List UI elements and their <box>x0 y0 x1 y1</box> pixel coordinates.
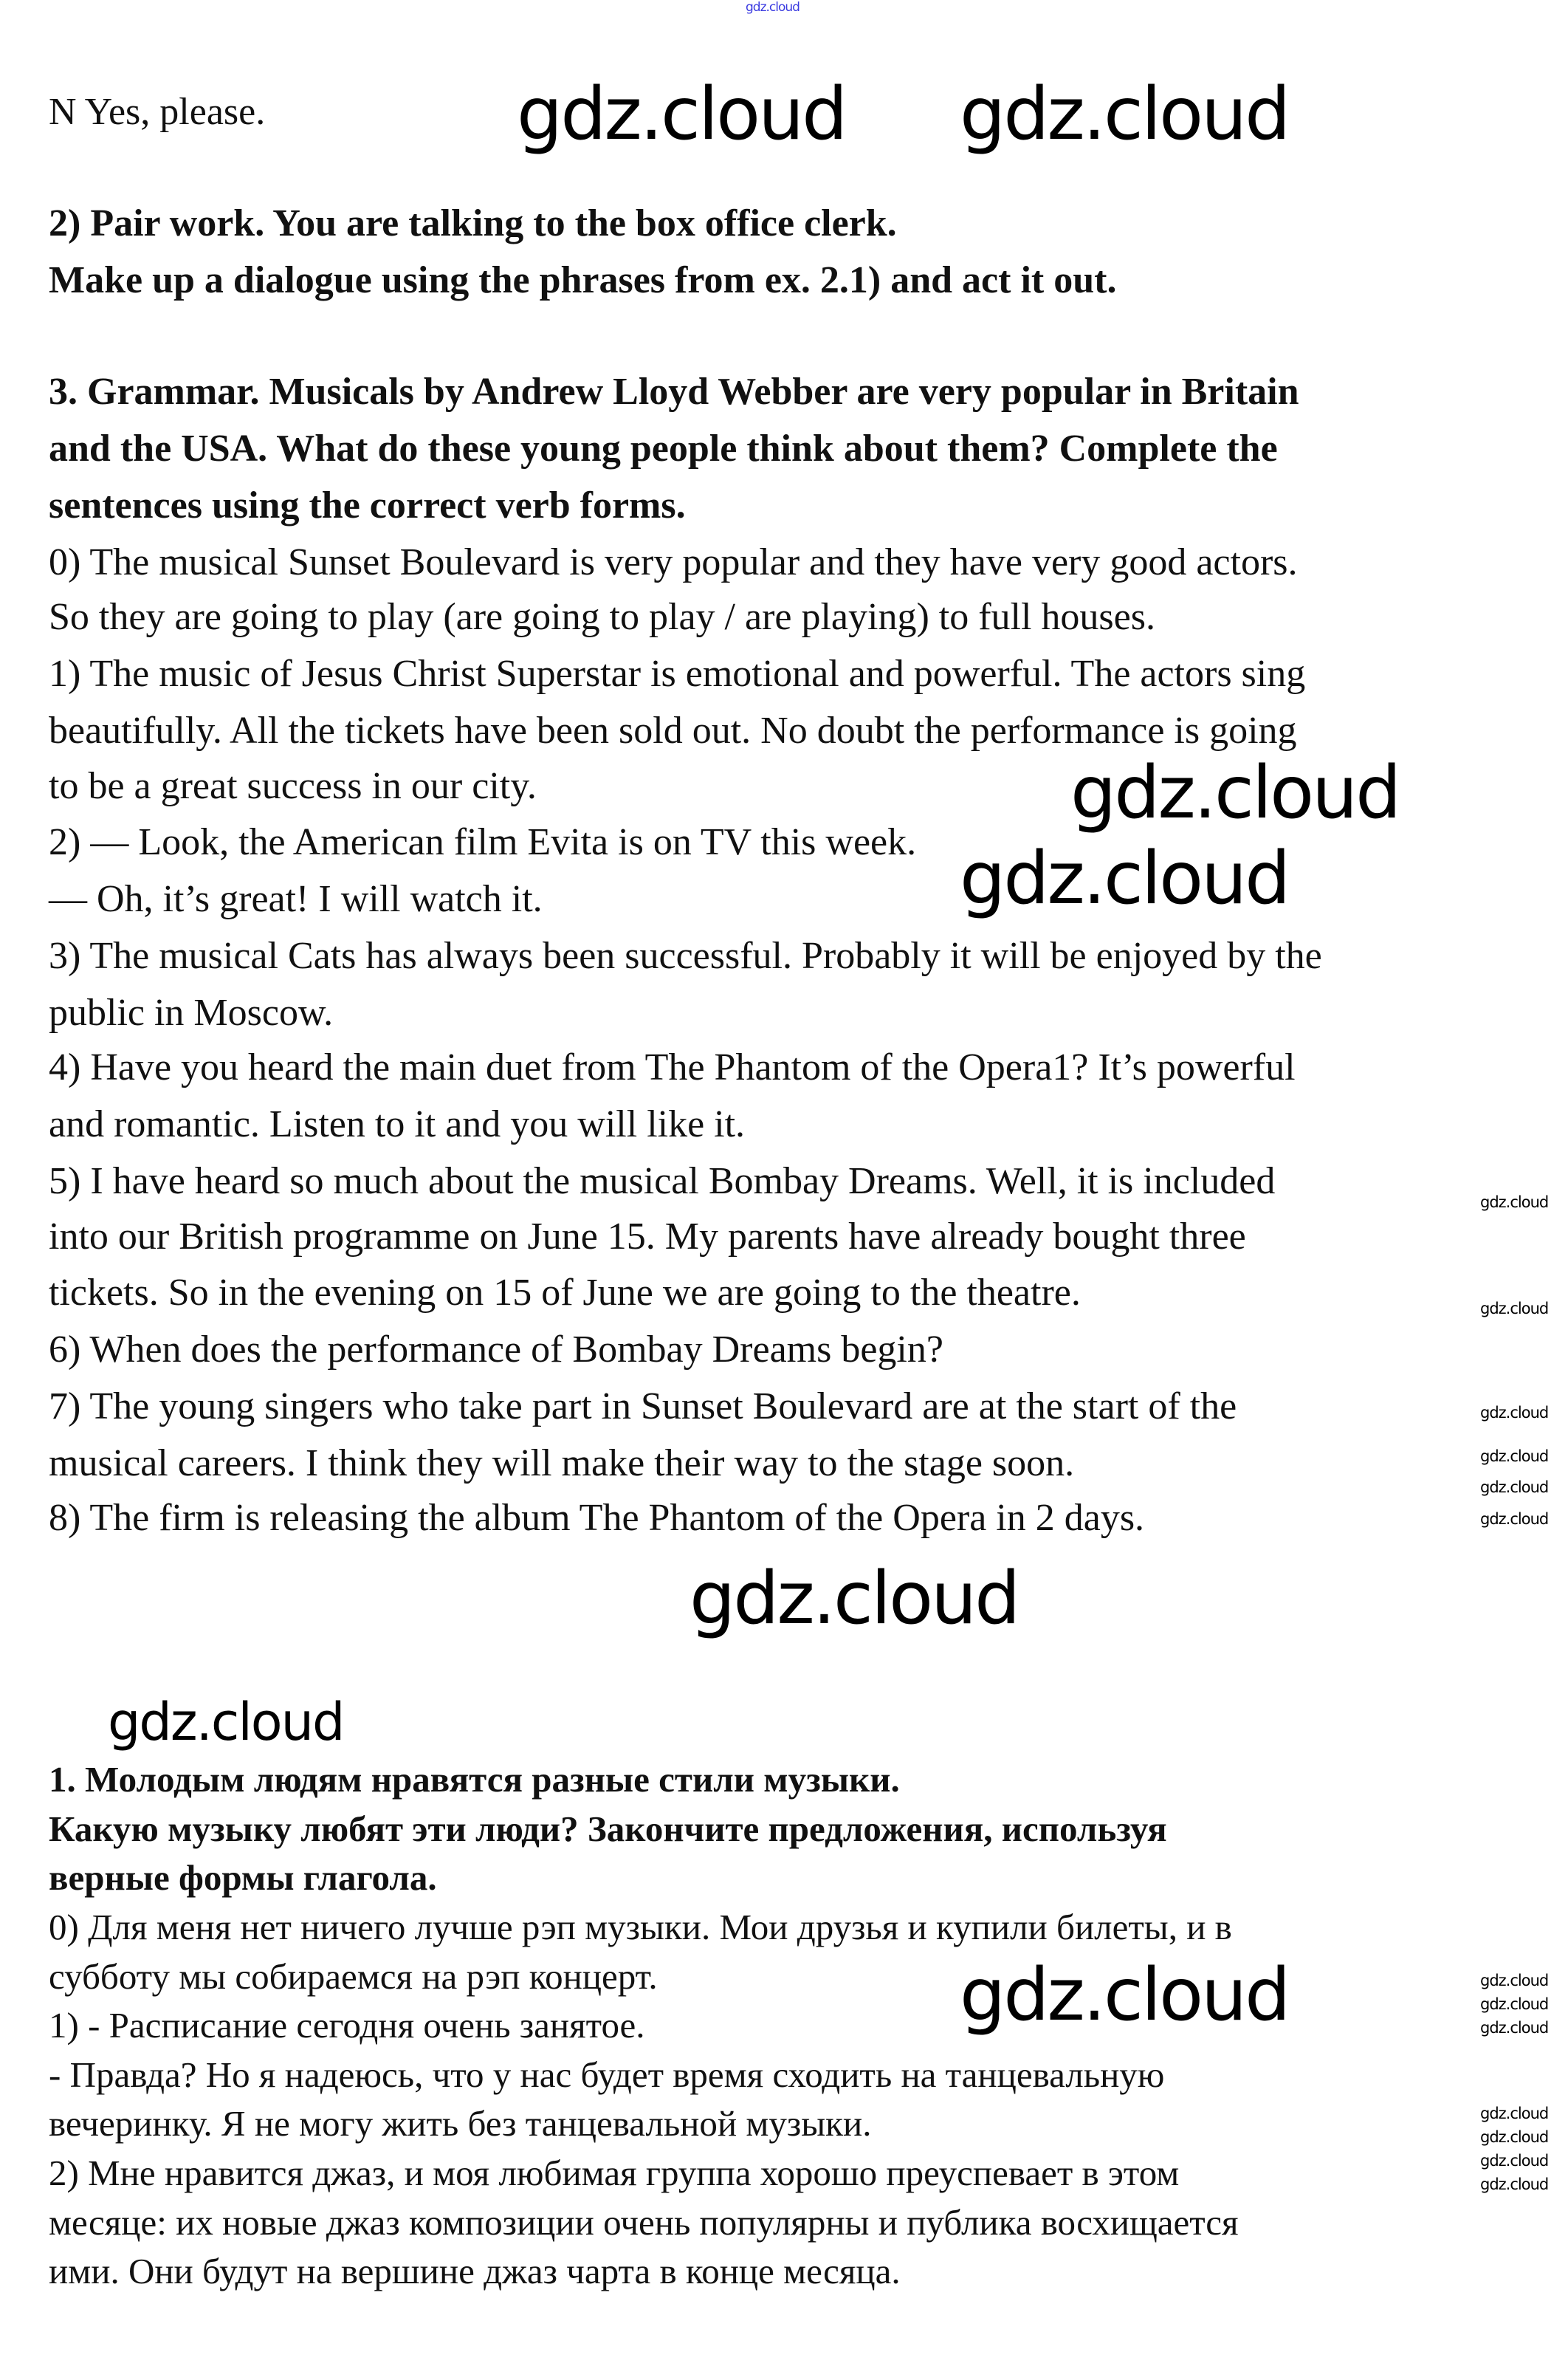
dialogue-line: N Yes, please. <box>49 91 266 133</box>
text-line: to be a great success in our city. <box>49 765 537 807</box>
text-line: 7) The young singers who take part in Sunset Boulevard are at the start of the <box>49 1385 1237 1427</box>
task3-heading: 3. Grammar. Musicals by Andrew Lloyd Webber are very popular in Britain <box>49 371 1299 413</box>
task3-heading: and the USA. What do these young people think about them? Complete the <box>49 428 1278 470</box>
watermark: gdz.cloud <box>960 837 1289 921</box>
russian-line: месяце: их новые джаз композиции очень популярны и публика восхищается <box>49 2202 1239 2243</box>
task3-heading: sentences using the correct verb forms. <box>49 484 686 527</box>
text-line: 3) The musical Cats has always been successful. Probably it will be enjoyed by the <box>49 935 1322 977</box>
text-line: musical careers. I think they will make their way to the stage soon. <box>49 1442 1075 1484</box>
russian-heading: верные формы глагола. <box>49 1857 437 1898</box>
text-line: So they are going to play (are going to play / are playing) to full houses. <box>49 596 1155 638</box>
russian-line: 1) - Расписание сегодня очень занятое. <box>49 2005 645 2046</box>
task2-heading: 2) Pair work. You are talking to the box office clerk. <box>49 202 897 244</box>
text-line: into our British programme on June 15. My parents have already bought three <box>49 1215 1246 1258</box>
watermark: gdz.cloud <box>108 1692 344 1752</box>
watermark-small: gdz.cloud <box>1480 1300 1549 1317</box>
watermark: gdz.cloud <box>960 1953 1289 2037</box>
text-line: 6) When does the performance of Bombay Dreams begin? <box>49 1328 943 1371</box>
russian-heading: Какую музыку любят эти люди? Закончите предложения, используя <box>49 1808 1167 1849</box>
watermark-small: gdz.cloud <box>1480 2152 1549 2170</box>
russian-line: 2) Мне нравится джаз, и моя любимая группа хорошо преуспевает в этом <box>49 2153 1180 2193</box>
text-line: 5) I have heard so much about the musical Bombay Dreams. Well, it is included <box>49 1160 1276 1202</box>
watermark-small: gdz.cloud <box>1480 1193 1549 1211</box>
watermark-small: gdz.cloud <box>1480 1478 1549 1496</box>
russian-heading: 1. Молодым людям нравятся разные стили музыки. <box>49 1759 900 1800</box>
russian-line: ими. Они будут на вершине джаз чарта в конце месяца. <box>49 2251 901 2291</box>
text-line: 0) The musical Sunset Boulevard is very popular and they have very good actors. <box>49 541 1298 583</box>
text-line: public in Moscow. <box>49 992 334 1034</box>
text-line: 2) — Look, the American film Evita is on TV this week. <box>49 821 917 863</box>
russian-line: субботу мы собираемся на рэп концерт. <box>49 1956 658 1997</box>
watermark: gdz.cloud <box>517 72 846 157</box>
text-line: 4) Have you heard the main duet from The Phantom of the Opera1? It’s powerful <box>49 1046 1296 1088</box>
text-line: — Oh, it’s great! I will watch it. <box>49 878 543 920</box>
text-line: beautifully. All the tickets have been sold out. No doubt the performance is going <box>49 710 1297 752</box>
russian-line: - Правда? Но я надеюсь, что у нас будет время сходить на танцевальную <box>49 2054 1165 2095</box>
text-line: 8) The firm is releasing the album The Phantom of the Opera in 2 days. <box>49 1497 1145 1539</box>
watermark: gdz.cloud <box>690 1557 1019 1641</box>
watermark-small: gdz.cloud <box>1480 2105 1549 2122</box>
watermark: gdz.cloud <box>1070 751 1400 835</box>
watermark-small: gdz.cloud <box>1480 2175 1549 2193</box>
text-line: tickets. So in the evening on 15 of June we are going to the theatre. <box>49 1272 1081 1314</box>
watermark-small: gdz.cloud <box>1480 2128 1549 2146</box>
task2-heading: Make up a dialogue using the phrases from ex. 2.1) and act it out. <box>49 259 1117 301</box>
watermark-small: gdz.cloud <box>1480 1995 1549 2013</box>
russian-line: 0) Для меня нет ничего лучше рэп музыки. Мои друзья и купили билеты, и в <box>49 1907 1232 1947</box>
text-line: and romantic. Listen to it and you will like it. <box>49 1103 746 1145</box>
watermark-small: gdz.cloud <box>1480 1447 1549 1465</box>
watermark-small: gdz.cloud <box>1480 2019 1549 2037</box>
watermark-small: gdz.cloud <box>1480 1972 1549 1989</box>
watermark-small: gdz.cloud <box>1480 1404 1549 1422</box>
text-line: 1) The music of Jesus Christ Superstar is emotional and powerful. The actors sing <box>49 653 1306 695</box>
russian-line: вечеринку. Я не могу жить без танцевальной музыки. <box>49 2103 872 2144</box>
watermark-header[interactable]: gdz.cloud <box>746 0 800 15</box>
watermark-small: gdz.cloud <box>1480 1510 1549 1528</box>
watermark: gdz.cloud <box>960 72 1289 157</box>
